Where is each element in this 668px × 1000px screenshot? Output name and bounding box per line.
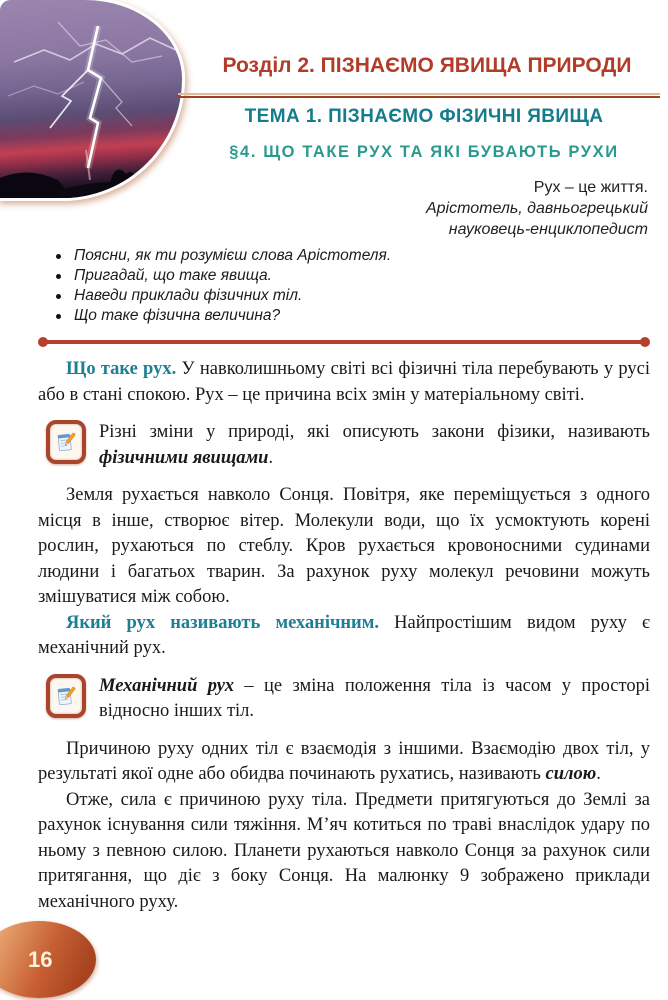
definition-body: – це зміна положення тіла із часом у просторі відносно інших тіл. xyxy=(99,675,650,721)
question-item xyxy=(56,306,650,326)
section-divider xyxy=(40,340,648,344)
definition-term: Механічний рух xyxy=(99,675,234,696)
paragraph-post: . xyxy=(596,764,601,784)
force-term: силою xyxy=(545,764,597,784)
paragraph-what-is-motion xyxy=(38,357,650,408)
tema-title: ТЕМА 1. ПІЗНАЄМО ФІЗИЧНІ ЯВИЩА xyxy=(244,106,604,127)
body-column xyxy=(38,246,650,915)
definition-text xyxy=(99,420,650,471)
paragraph-text: У навколишньому світі всі фізичні тіла перебувають у русі або в стані спокою. Рух – це причина всіх змін у матеріальному світі. xyxy=(38,359,650,405)
bullet-icon xyxy=(56,254,61,259)
definition-box-physical-phenomena xyxy=(46,420,650,471)
epigraph-quote: Рух – це життя. xyxy=(533,179,648,196)
question-item xyxy=(56,286,650,306)
paragraph-force-cause xyxy=(38,737,650,788)
paragraph-motion-examples: Земля рухається навколо Сонця. Повітря, яке переміщується з одного місця в інше, створює вітер. Молекули води, що їх усмоктують корені рослин, рухаються по стеблу. Кров рухається кровоносними судинами людини і багатьох тварин. За рахунок руху молекул речовини можуть змішуватися між собою. xyxy=(38,485,650,607)
notepad-glyph xyxy=(55,684,77,708)
paragraph-text: Найпростішим видом руху є механічний рух. xyxy=(38,612,650,658)
bullet-icon xyxy=(56,314,61,319)
page-number: 16 xyxy=(28,946,53,972)
epigraph-author-line2: науковець-енциклопедист xyxy=(448,221,648,238)
question-item xyxy=(56,266,650,286)
definition-pre: Різні зміни у природі, які описують закони фізики, називають xyxy=(99,422,650,442)
question-text: Що таке фізична величина? xyxy=(74,307,281,324)
epigraph-author-line1: Арістотель, давньогрецький xyxy=(425,200,648,217)
lightning-bolts-graphic xyxy=(0,0,182,198)
paragraph-lead-in: Який рух називають механічним. xyxy=(66,612,379,633)
bullet-icon xyxy=(56,294,61,299)
page-number-badge xyxy=(0,921,96,998)
notebook-pencil-icon xyxy=(46,674,86,718)
question-text: Пригадай, що таке явища. xyxy=(74,267,272,284)
chapter-title: Розділ 2. ПІЗНАЄМО ЯВИЩА ПРИРОДИ xyxy=(222,54,632,77)
paragraph-pre: Причиною руху одних тіл є взаємодія з іншими. Взаємодію двох тіл, у результаті якої одне або обидва починають рухатись, називають xyxy=(38,738,650,784)
divider-dot-left xyxy=(38,337,48,347)
definition-term: фізичними явищами xyxy=(99,447,269,468)
definition-post: . xyxy=(268,447,274,468)
question-text: Поясни, як ти розумієш слова Арістотеля. xyxy=(74,247,392,264)
epigraph xyxy=(426,177,648,240)
section-title: §4. ЩО ТАКЕ РУХ ТА ЯКІ БУВАЮТЬ РУХИ xyxy=(229,143,619,161)
paragraph-lead-in: Що таке рух. xyxy=(66,359,177,379)
definition-box-mechanical-motion xyxy=(46,674,650,725)
paragraph-force-examples: Отже, сила є причиною руху тіла. Предмети притягуються до Землі за рахунок існування сили тяжіння. М’яч котиться по траві внаслідок удару по ньому з певною силою. Планети рухаються навколо Сонця за рахунок сили притягання, що діє з боку Сонця. На малюнку 9 зображено приклади механічного руху. xyxy=(38,789,650,912)
notepad-glyph xyxy=(55,430,77,454)
divider-dot-right xyxy=(640,337,650,347)
question-item xyxy=(56,246,650,266)
notebook-pencil-icon xyxy=(46,420,86,464)
lightning-storm-photo xyxy=(0,0,185,201)
intro-questions-list xyxy=(38,246,650,326)
question-text: Наведи приклади фізичних тіл. xyxy=(74,287,303,304)
definition-text xyxy=(99,674,650,725)
bullet-icon xyxy=(56,274,61,279)
paragraph-mechanical-motion xyxy=(38,611,650,662)
chapter-underline-rule xyxy=(178,93,660,98)
